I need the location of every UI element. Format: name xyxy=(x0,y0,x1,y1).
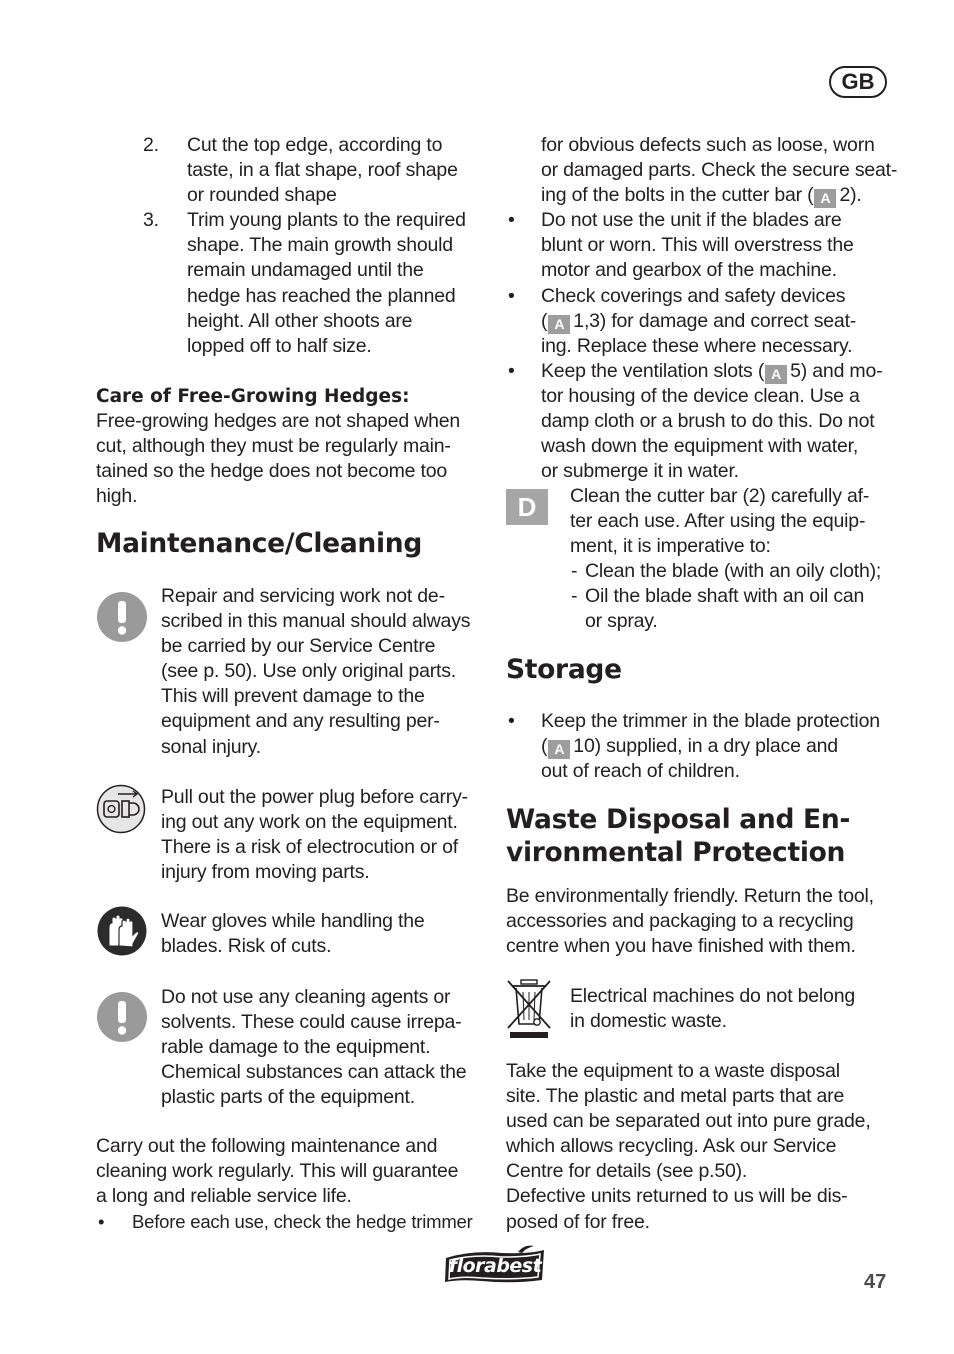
bullet-icon: • xyxy=(508,710,515,732)
note-text: blades. Risk of cuts. xyxy=(161,935,332,958)
dash-text: Oil the blade shaft with an oil can xyxy=(585,585,865,608)
bullet-icon: • xyxy=(98,1211,105,1233)
intro-text: cleaning work regularly. This will guarantee xyxy=(96,1160,459,1183)
waste-text: posed of for free. xyxy=(506,1210,650,1233)
storage-heading: Storage xyxy=(506,654,622,685)
step-text: or rounded shape xyxy=(187,184,337,207)
care-heading: Care of Free-Growing Hedges: xyxy=(96,386,410,407)
note-text: ing out any work on the equipment. xyxy=(161,811,458,834)
bullet-text-part: ing of the bolts in the cutter bar ( xyxy=(541,184,814,207)
bullet-text xyxy=(541,734,896,759)
note-text: sonal injury. xyxy=(161,735,262,758)
waste-text: Be environmentally friendly. Return the tool, xyxy=(506,885,874,907)
bullet-text: wash down the equipment with water, xyxy=(541,435,859,458)
d-text: ter each use. After using the equip- xyxy=(570,510,866,533)
step-text: taste, in a flat shape, roof shape xyxy=(187,159,458,182)
waste-heading xyxy=(506,803,850,869)
list-item xyxy=(506,133,896,208)
bullet-text-part: Keep the ventilation slots ( xyxy=(541,359,765,382)
dash-item xyxy=(570,584,896,634)
list-item xyxy=(96,1209,488,1234)
care-text: cut, although they must be regularly main- xyxy=(96,435,451,458)
intro-text: a long and reliable service life. xyxy=(96,1185,352,1208)
waste-text: site. The plastic and metal parts that are xyxy=(506,1085,845,1108)
intro-text: Carry out the following maintenance and xyxy=(96,1135,438,1157)
step-number: 2. xyxy=(143,134,159,156)
note-text: There is a risk of electrocution or of xyxy=(161,836,458,859)
note-text: injury from moving parts. xyxy=(161,861,370,884)
note-text: equipment and any resulting per- xyxy=(161,710,440,733)
step-text: hedge has reached the planned xyxy=(187,284,456,307)
bullet-text: tor housing of the device clean. Use a xyxy=(541,384,860,407)
bullet-text xyxy=(541,183,896,208)
care-text: high. xyxy=(96,485,138,508)
note-text: solvents. These could cause irrepa- xyxy=(161,1011,462,1034)
note-text: Pull out the power plug before carry- xyxy=(161,786,468,808)
note-gloves xyxy=(161,909,486,959)
bullet-text: or submerge it in water. xyxy=(541,460,739,483)
care-section xyxy=(96,384,486,509)
step-text: Cut the top edge, according to xyxy=(187,134,443,156)
bullet-icon: • xyxy=(508,284,515,307)
bullet-text: blunt or worn. This will overstress the xyxy=(541,234,854,257)
list-item xyxy=(506,709,896,784)
steps-list xyxy=(143,133,488,359)
step-text: Trim young plants to the required xyxy=(187,209,466,232)
waste-text: Defective units returned to us will be dis- xyxy=(506,1185,848,1208)
note-text: (see p. 50). Use only original parts. xyxy=(161,660,456,683)
bullet-text: Check coverings and safety devices xyxy=(541,284,846,307)
figure-d-badge: D xyxy=(506,489,548,525)
note-text: be carried by our Service Centre xyxy=(161,635,436,658)
waste-text: used can be separated out into pure grade, xyxy=(506,1110,871,1133)
gloves-icon xyxy=(97,906,147,956)
note-text: scribed in this manual should always xyxy=(161,610,471,633)
d-block xyxy=(570,484,896,635)
d-text: Clean the cutter bar (2) carefully af- xyxy=(570,485,870,507)
bullet-text: ing. Replace these where necessary. xyxy=(541,334,853,357)
bullet-text: Do not use the unit if the blades are xyxy=(541,209,842,232)
list-item xyxy=(506,284,896,359)
bullet-text-part: ( xyxy=(541,735,548,758)
waste-text: Take the equipment to a waste disposal xyxy=(506,1060,840,1082)
dash-text: or spray. xyxy=(585,610,658,633)
bullet-text: Before each use, check the hedge trimmer xyxy=(132,1211,473,1233)
bullet-text-part: 10) supplied, in a dry place and xyxy=(573,735,838,758)
waste-text: which allows recycling. Ask our Service xyxy=(506,1135,837,1158)
note-power-plug xyxy=(161,785,486,885)
bullet-text: for obvious defects such as loose, worn xyxy=(541,134,875,156)
step-2 xyxy=(143,133,488,208)
dash-text: Clean the blade (with an oily cloth); xyxy=(585,560,882,583)
bullet-text-part: 2). xyxy=(839,184,862,207)
waste-intro xyxy=(506,884,896,959)
note-text: Do not use any cleaning agents or xyxy=(161,986,451,1008)
note-service-centre xyxy=(161,584,486,760)
bullet-text-part: ( xyxy=(541,309,548,332)
dash-icon: - xyxy=(571,560,578,583)
waste-text: accessories and packaging to a recycling xyxy=(506,910,854,933)
step-text: shape. The main growth should xyxy=(187,234,453,257)
bullet-icon: • xyxy=(508,359,515,382)
step-text: lopped off to half size. xyxy=(187,334,372,357)
waste-text: Centre for details (see p.50). xyxy=(506,1160,748,1183)
list-item xyxy=(506,208,896,283)
weee-text: in domestic waste. xyxy=(570,1010,727,1033)
weee-text: Electrical machines do not belong xyxy=(570,985,855,1007)
figure-a-badge: A xyxy=(548,315,570,334)
dash-item xyxy=(570,559,896,584)
note-text: plastic parts of the equipment. xyxy=(161,1086,415,1109)
note-text: Repair and servicing work not de- xyxy=(161,585,445,607)
bullet-text: Keep the trimmer in the blade protection xyxy=(541,710,880,732)
d-text: ment, it is imperative to: xyxy=(570,535,771,558)
crossed-bin-icon xyxy=(505,978,553,1040)
page-number: 47 xyxy=(864,1271,887,1293)
bullet-text-part: 5) and mo- xyxy=(790,359,883,382)
right-bullet-list xyxy=(506,133,896,484)
figure-a-badge: A xyxy=(548,740,570,759)
care-text: tained so the hedge does not become too xyxy=(96,460,448,483)
bullet-text: damp cloth or a brush to do this. Do not xyxy=(541,410,875,433)
waste-heading-line: Waste Disposal and En- xyxy=(506,804,851,835)
florabest-logo xyxy=(442,1244,548,1286)
maintenance-heading: Maintenance/Cleaning xyxy=(96,528,422,559)
bullet-text: motor and gearbox of the machine. xyxy=(541,259,837,282)
figure-a-badge: A xyxy=(814,189,836,208)
maintenance-intro xyxy=(96,1134,488,1234)
step-text: remain undamaged until the xyxy=(187,259,424,282)
care-text: Free-growing hedges are not shaped when xyxy=(96,410,461,432)
figure-a-badge: A xyxy=(765,365,787,384)
note-text: Wear gloves while handling the xyxy=(161,910,425,932)
note-text: rable damage to the equipment. xyxy=(161,1036,431,1059)
step-text: height. All other shoots are xyxy=(187,309,413,332)
list-item xyxy=(506,359,896,484)
bullet-text: out of reach of children. xyxy=(541,760,740,783)
language-badge: GB xyxy=(829,66,887,98)
bullet-icon: • xyxy=(508,209,515,232)
note-text: This will prevent damage to the xyxy=(161,685,425,708)
logo-text: florabest xyxy=(448,1255,542,1277)
bullet-text xyxy=(541,359,896,384)
storage-list xyxy=(506,709,896,784)
power-plug-icon xyxy=(96,784,146,834)
note-text: Chemical substances can attack the xyxy=(161,1061,467,1084)
exclamation-icon xyxy=(97,592,147,642)
step-number: 3. xyxy=(143,209,159,232)
bullet-text: or damaged parts. Check the secure seat- xyxy=(541,159,898,182)
waste-heading-line: vironmental Protection xyxy=(506,837,846,868)
bullet-text-part: 1,3) for damage and correct seat- xyxy=(573,309,857,332)
waste-body xyxy=(506,1059,896,1235)
note-cleaning-agents xyxy=(161,985,486,1110)
waste-text: centre when you have finished with them. xyxy=(506,935,856,958)
bullet-text xyxy=(541,309,896,334)
dash-icon: - xyxy=(571,585,578,608)
exclamation-icon xyxy=(97,992,147,1042)
step-3 xyxy=(143,208,488,359)
weee-note xyxy=(570,984,896,1034)
